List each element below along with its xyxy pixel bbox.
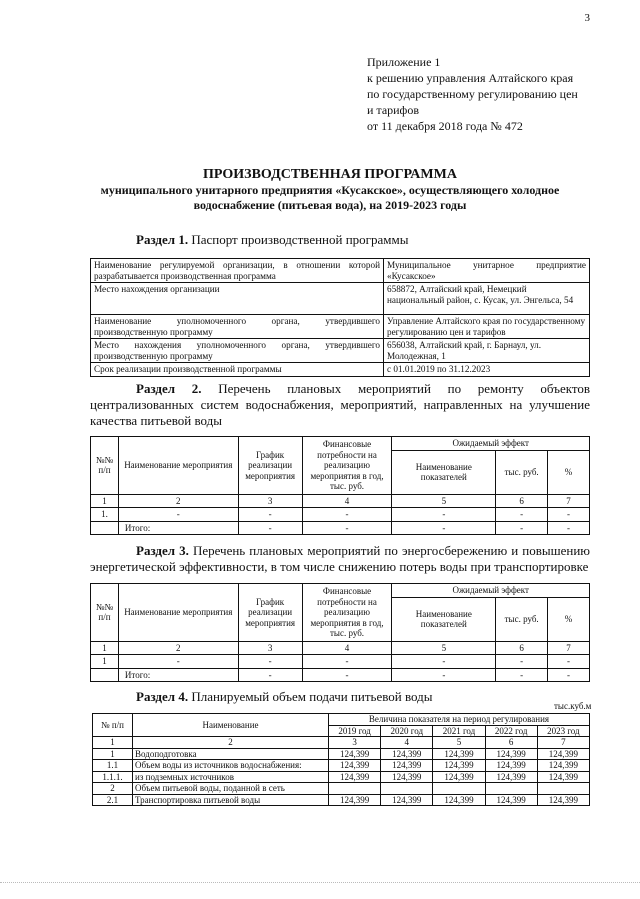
table-cell: 124,399 bbox=[537, 760, 589, 772]
passport-table bbox=[90, 258, 590, 377]
column-header: 2022 год bbox=[485, 725, 537, 737]
table-row bbox=[91, 508, 590, 522]
table-cell: - bbox=[548, 508, 590, 522]
table-row bbox=[93, 748, 590, 760]
table-cell bbox=[329, 783, 381, 795]
table-cell: 124,399 bbox=[329, 760, 381, 772]
table-row bbox=[91, 363, 590, 377]
total-label: Итого: bbox=[118, 521, 238, 535]
appendix-line: к решению управления Алтайского края bbox=[367, 71, 574, 85]
table-cell: 124,399 bbox=[537, 771, 589, 783]
table-row bbox=[93, 760, 590, 772]
table-row bbox=[91, 437, 590, 451]
table-cell bbox=[91, 521, 119, 535]
table-cell: Объем питьевой воды, поданной в сеть bbox=[133, 783, 329, 795]
table-row bbox=[91, 259, 590, 283]
table-cell: 1 bbox=[93, 737, 133, 749]
table-cell: 2 bbox=[133, 737, 329, 749]
table-cell: 4 bbox=[381, 737, 433, 749]
column-header: Ожидаемый эффект bbox=[392, 584, 590, 598]
column-header: Наименование показателей bbox=[392, 450, 496, 494]
table-cell: Срок реализации производственной программы bbox=[91, 363, 384, 377]
table-cell: 124,399 bbox=[329, 771, 381, 783]
table-cell: 656038, Алтайский край, г. Барнаул, ул. Молодежная, 1 bbox=[384, 339, 590, 363]
table-cell: 5 bbox=[392, 641, 496, 655]
table-cell: 124,399 bbox=[485, 794, 537, 806]
table-cell bbox=[537, 783, 589, 795]
column-header: тыс. руб. bbox=[496, 597, 548, 641]
column-header: График реализации мероприятия bbox=[238, 584, 302, 642]
table-row bbox=[93, 714, 590, 726]
table-cell: 124,399 bbox=[329, 794, 381, 806]
table-cell: из подземных источников bbox=[133, 771, 329, 783]
table-cell: - bbox=[548, 668, 590, 682]
table-cell: - bbox=[238, 521, 302, 535]
appendix-line: от 11 декабря 2018 года № 472 bbox=[367, 119, 523, 133]
table-row bbox=[91, 521, 590, 535]
table-cell: 124,399 bbox=[381, 760, 433, 772]
table-cell: 1 bbox=[91, 655, 119, 669]
table-cell: 5 bbox=[392, 494, 496, 508]
table-cell: - bbox=[392, 655, 496, 669]
appendix-line: по государственному регулированию цен bbox=[367, 87, 578, 101]
table-cell: 3 bbox=[238, 494, 302, 508]
table-cell: Муниципальное унитарное предприятие «Кусакское» bbox=[384, 259, 590, 283]
table-cell: 2 bbox=[118, 494, 238, 508]
table-cell: 6 bbox=[496, 494, 548, 508]
repair-measures-table bbox=[90, 436, 590, 535]
table-cell: - bbox=[238, 668, 302, 682]
table-cell: - bbox=[392, 668, 496, 682]
table-row bbox=[91, 641, 590, 655]
table-row bbox=[93, 771, 590, 783]
table-cell: 7 bbox=[537, 737, 589, 749]
table-cell: Наименование регулируемой организации, в отношении которой разрабатывается производственная программа bbox=[91, 259, 384, 283]
appendix-line: Приложение 1 bbox=[367, 55, 441, 69]
table-cell: Место нахождения организации bbox=[91, 283, 384, 315]
table-row bbox=[91, 283, 590, 315]
page-bottom-divider bbox=[0, 882, 640, 883]
column-header: % bbox=[548, 450, 590, 494]
table-row bbox=[93, 794, 590, 806]
table-cell: - bbox=[496, 521, 548, 535]
table-cell: 4 bbox=[302, 641, 392, 655]
column-header: №№ п/п bbox=[91, 584, 119, 642]
column-header: Наименование bbox=[133, 714, 329, 737]
table-cell: 124,399 bbox=[329, 748, 381, 760]
table-cell: - bbox=[238, 655, 302, 669]
table-cell: 124,399 bbox=[433, 748, 485, 760]
table-cell: 124,399 bbox=[485, 748, 537, 760]
column-header: Наименование мероприятия bbox=[118, 584, 238, 642]
table-row bbox=[91, 315, 590, 339]
section-title: Перечень плановых мероприятий по энергосбережению и повышению энергетической эффективности, в том числе снижению потерь воды при транспортировке bbox=[90, 543, 590, 574]
table-cell: 3 bbox=[329, 737, 381, 749]
section-1-heading bbox=[136, 231, 408, 248]
column-header: Финансовые потребности на реализацию мероприятия в год, тыс. руб. bbox=[302, 437, 392, 495]
section-label: Раздел 1. bbox=[136, 232, 189, 247]
table-cell: 7 bbox=[548, 641, 590, 655]
table-cell: 1 bbox=[91, 641, 119, 655]
table-cell: - bbox=[238, 508, 302, 522]
document-title bbox=[60, 166, 600, 213]
water-volume-table bbox=[92, 713, 590, 806]
title-line: муниципального унитарного предприятия «Кусакское», осуществляющего холодное bbox=[100, 183, 560, 197]
table-row bbox=[91, 494, 590, 508]
section-title: Перечень плановых мероприятий по ремонту объектов централизованных систем водоснабжения, мероприятий, направленных на улучшение качества питьевой воды bbox=[90, 381, 591, 428]
table-cell: Управление Алтайского края по государственному регулированию цен и тарифов bbox=[384, 315, 590, 339]
energy-measures-table bbox=[90, 583, 590, 682]
table-row bbox=[91, 668, 590, 682]
section-4-heading bbox=[136, 688, 433, 705]
table-cell bbox=[91, 668, 119, 682]
table-cell: 124,399 bbox=[381, 794, 433, 806]
column-header: № п/п bbox=[93, 714, 133, 737]
column-header: тыс. руб. bbox=[496, 450, 548, 494]
table-cell: Объем воды из источников водоснабжения: bbox=[133, 760, 329, 772]
column-header: График реализации мероприятия bbox=[238, 437, 302, 495]
table-cell: 2 bbox=[93, 783, 133, 795]
column-header: 2021 год bbox=[433, 725, 485, 737]
section-2-heading bbox=[90, 381, 590, 429]
table-cell bbox=[485, 783, 537, 795]
table-cell: 1.1.1. bbox=[93, 771, 133, 783]
table-cell: 124,399 bbox=[381, 771, 433, 783]
table-row bbox=[93, 737, 590, 749]
table-cell: 124,399 bbox=[537, 794, 589, 806]
page-title: ПРОИЗВОДСТВЕННАЯ ПРОГРАММА bbox=[203, 167, 457, 182]
table-cell: 1 bbox=[93, 748, 133, 760]
column-header: Финансовые потребности на реализацию мероприятия в год, тыс. руб. bbox=[302, 584, 392, 642]
title-line: водоснабжение (питьевая вода), на 2019-2023 годы bbox=[193, 198, 467, 212]
table-row bbox=[91, 339, 590, 363]
table-cell: 1. bbox=[91, 508, 119, 522]
table-cell: 4 bbox=[302, 494, 392, 508]
table-cell: - bbox=[302, 508, 392, 522]
table-cell: - bbox=[302, 668, 392, 682]
table-cell: - bbox=[302, 521, 392, 535]
table-cell: 2.1 bbox=[93, 794, 133, 806]
table-row bbox=[91, 655, 590, 669]
table-cell: 124,399 bbox=[433, 794, 485, 806]
table-cell: 124,399 bbox=[433, 771, 485, 783]
table-cell: - bbox=[548, 655, 590, 669]
page-number: 3 bbox=[584, 12, 590, 24]
table-cell: Место нахождения уполномоченного органа, утвердившего производственную программу bbox=[91, 339, 384, 363]
table-cell: 2 bbox=[118, 641, 238, 655]
table-cell: 1.1 bbox=[93, 760, 133, 772]
table-cell: - bbox=[118, 508, 238, 522]
appendix-line: и тарифов bbox=[367, 103, 420, 117]
column-header: 2020 год bbox=[381, 725, 433, 737]
table-cell: 124,399 bbox=[485, 771, 537, 783]
column-header: №№ п/п bbox=[91, 437, 119, 495]
column-header: Ожидаемый эффект bbox=[392, 437, 590, 451]
table-cell: 6 bbox=[485, 737, 537, 749]
column-header: Величина показателя на период регулирования bbox=[329, 714, 590, 726]
table-cell: Водоподготовка bbox=[133, 748, 329, 760]
column-header: Наименование показателей bbox=[392, 597, 496, 641]
section-label: Раздел 2. bbox=[136, 381, 202, 396]
column-header: Наименование мероприятия bbox=[118, 437, 238, 495]
table-cell bbox=[381, 783, 433, 795]
table-row bbox=[93, 783, 590, 795]
table-cell: - bbox=[392, 508, 496, 522]
table-cell: - bbox=[496, 668, 548, 682]
section-title: Планируемый объем подачи питьевой воды bbox=[191, 689, 433, 704]
table-cell: 6 bbox=[496, 641, 548, 655]
table-cell: 124,399 bbox=[381, 748, 433, 760]
table-cell bbox=[433, 783, 485, 795]
column-header: 2019 год bbox=[329, 725, 381, 737]
table-cell: 124,399 bbox=[485, 760, 537, 772]
table-cell: 1 bbox=[91, 494, 119, 508]
table-cell: - bbox=[496, 508, 548, 522]
table-cell: Наименование уполномоченного органа, утвердившего производственную программу bbox=[91, 315, 384, 339]
table-cell: - bbox=[496, 655, 548, 669]
column-header: 2023 год bbox=[537, 725, 589, 737]
table-cell: Транспортировка питьевой воды bbox=[133, 794, 329, 806]
table-row bbox=[91, 584, 590, 598]
table-cell: - bbox=[302, 655, 392, 669]
table-cell: 124,399 bbox=[433, 760, 485, 772]
section-label: Раздел 3. bbox=[136, 543, 189, 558]
table-cell: - bbox=[118, 655, 238, 669]
section-label: Раздел 4. bbox=[136, 689, 189, 704]
table-cell: 658872, Алтайский край, Немецкий национальный район, с. Кусак, ул. Энгельса, 54 bbox=[384, 283, 590, 315]
table-cell: 5 bbox=[433, 737, 485, 749]
table-cell: с 01.01.2019 по 31.12.2023 bbox=[384, 363, 590, 377]
table-cell: - bbox=[548, 521, 590, 535]
section-3-heading bbox=[90, 543, 590, 575]
column-header: % bbox=[548, 597, 590, 641]
table-cell: 3 bbox=[238, 641, 302, 655]
appendix-header bbox=[367, 54, 607, 134]
unit-label: тыс.куб.м bbox=[554, 701, 592, 711]
table-cell: 7 bbox=[548, 494, 590, 508]
total-label: Итого: bbox=[118, 668, 238, 682]
table-cell: 124,399 bbox=[537, 748, 589, 760]
section-title: Паспорт производственной программы bbox=[191, 232, 409, 247]
table-cell: - bbox=[392, 521, 496, 535]
